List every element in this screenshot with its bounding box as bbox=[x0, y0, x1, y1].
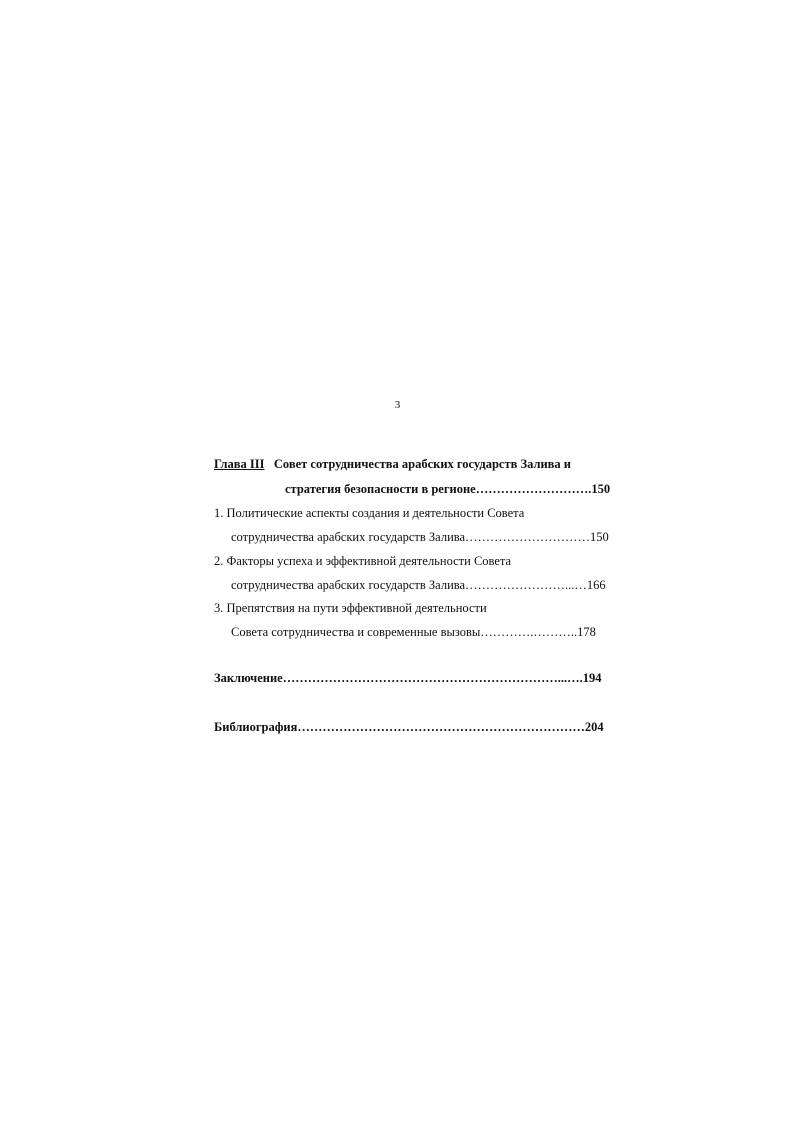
toc-conclusion: Заключение…………………………………………………………...….194 bbox=[214, 671, 602, 685]
toc-item-3-line2: Совета сотрудничества и современные вызовы………….………..178 bbox=[231, 625, 596, 639]
chapter-heading bbox=[214, 456, 571, 472]
toc-item-1-line2: сотрудничества арабских государств Залива…………………………150 bbox=[231, 530, 609, 544]
toc-item-1-line1: 1. Политические аспекты создания и деятельности Совета bbox=[214, 506, 525, 520]
chapter-label: Глава III bbox=[214, 457, 265, 471]
toc-bibliography: Библиография……………………………………………………………204 bbox=[214, 720, 604, 734]
chapter-title-line1: Совет сотрудничества арабских государств Залива и bbox=[273, 457, 571, 471]
page-number: 3 bbox=[394, 399, 401, 411]
chapter-title-line2: стратегия безопасности в регионе……………………….150 bbox=[285, 482, 611, 496]
toc-item-2-line2: сотрудничества арабских государств Залива……………………...…166 bbox=[231, 578, 606, 592]
toc-item-2-line1: 2. Факторы успеха и эффективной деятельности Совета bbox=[214, 554, 512, 568]
toc-item-3-line1: 3. Препятствия на пути эффективной деятельности bbox=[214, 601, 487, 615]
